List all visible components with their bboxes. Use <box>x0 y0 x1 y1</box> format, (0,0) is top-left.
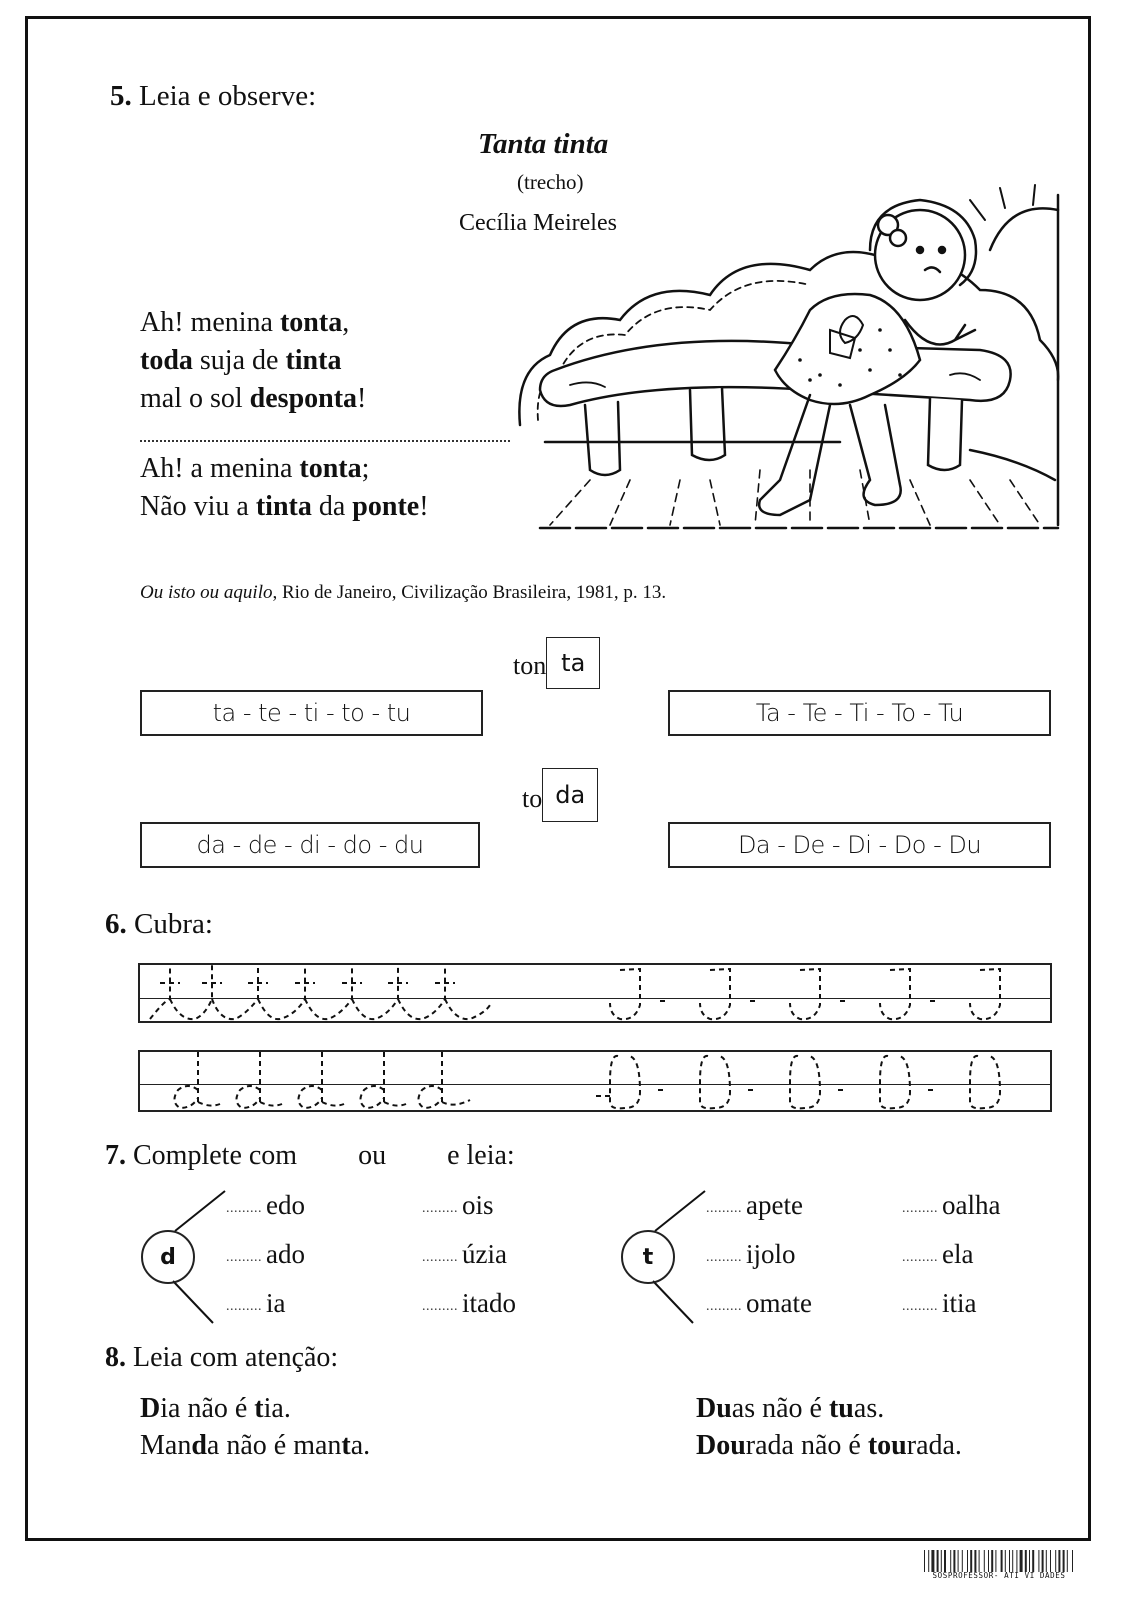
bold-fragment: ponte <box>352 491 420 522</box>
blank-dots[interactable]: ......... <box>422 1299 458 1314</box>
barcode-bar <box>924 1550 925 1572</box>
barcode-bar <box>1055 1550 1056 1572</box>
word-tonta-boxed-syllable: ta <box>546 637 600 689</box>
blank-dots[interactable]: ......... <box>226 1299 262 1314</box>
group-d-letter-circle: d <box>141 1230 195 1284</box>
poem-author: Cecília Meireles <box>459 210 617 236</box>
barcode-bar <box>928 1550 929 1572</box>
barcode-bar <box>1001 1550 1003 1572</box>
text-fragment: a. <box>350 1430 371 1461</box>
barcode-bar <box>1038 1550 1039 1572</box>
word-tonta <box>513 637 600 689</box>
text-fragment: Ah! a menina <box>140 453 300 484</box>
word-ending: ijolo <box>746 1239 796 1269</box>
fill-blank-item[interactable] <box>902 1239 973 1270</box>
barcode-bar <box>1046 1550 1047 1572</box>
fill-blank-item[interactable] <box>706 1190 803 1221</box>
text-fragment: Não viu a <box>140 491 256 522</box>
word-ending: ia <box>266 1288 286 1318</box>
barcode-bar <box>1067 1550 1068 1572</box>
source-details: , Rio de Janeiro, Civilização Brasileira, 1981, p. 13. <box>272 582 667 603</box>
blank-dots[interactable]: ......... <box>902 1250 938 1265</box>
source-book-title: Ou isto ou aquilo <box>140 582 273 603</box>
poem-line <box>140 380 366 418</box>
syllables-ta-upper: Ta - Te - Ti - To - Tu <box>668 690 1051 736</box>
barcode-bar <box>1072 1550 1073 1572</box>
blank-dots[interactable]: ......... <box>706 1250 742 1265</box>
read-sentence <box>696 1390 962 1427</box>
fill-blank-item[interactable] <box>706 1288 812 1319</box>
text-fragment: rada não é <box>745 1430 868 1461</box>
bold-fragment: tinta <box>255 491 312 522</box>
barcode-bar <box>1016 1550 1017 1572</box>
word-ending: oalha <box>942 1190 1001 1220</box>
fill-blank-item[interactable] <box>226 1239 305 1270</box>
section8-heading-text: Leia com atenção: <box>133 1342 339 1373</box>
barcode-bar <box>1005 1550 1006 1572</box>
barcode-bar <box>1042 1550 1044 1572</box>
section7-heading-c: e leia: <box>447 1140 515 1171</box>
barcode-bar <box>1050 1550 1051 1572</box>
word-ending: úzia <box>462 1239 507 1269</box>
fill-blank-item[interactable] <box>706 1239 796 1270</box>
barcode-bar <box>937 1550 939 1572</box>
poem-line <box>140 488 429 526</box>
blank-dots[interactable]: ......... <box>422 1201 458 1216</box>
word-toda-boxed-syllable: da <box>542 768 598 822</box>
text-fragment: a não é man <box>206 1430 342 1461</box>
text-fragment: ia não é <box>160 1393 255 1424</box>
poem-title: Tanta tinta <box>478 128 609 160</box>
section8-heading <box>105 1342 338 1374</box>
poem-line <box>140 450 429 488</box>
barcode-bar <box>950 1550 951 1572</box>
barcode-bar <box>1012 1550 1013 1572</box>
barcode-bar <box>967 1550 968 1572</box>
poem-line <box>140 342 366 380</box>
word-ending: itado <box>462 1288 516 1318</box>
word-ending: edo <box>266 1190 305 1220</box>
tracing-d-cursive[interactable] <box>140 1050 1050 1112</box>
text-fragment: ! <box>357 383 367 414</box>
read-sentence <box>140 1390 370 1427</box>
blank-dots[interactable]: ......... <box>226 1250 262 1265</box>
barcode-bar <box>979 1550 980 1572</box>
barcode-bar <box>944 1550 946 1572</box>
bold-fragment: desponta <box>249 383 358 414</box>
text-fragment: suja de <box>192 345 286 376</box>
poem-line <box>140 304 366 342</box>
word-toda-prefix: to <box>522 784 543 813</box>
group-t-letter-circle: t <box>621 1230 675 1284</box>
fill-blank-item[interactable] <box>422 1288 516 1319</box>
tracing-d-guides <box>140 1052 1046 1110</box>
syllables-da-lower: da - de - di - do - du <box>140 822 480 868</box>
bold-fragment: Dou <box>696 1430 746 1461</box>
poem-ellipsis-line <box>140 440 510 442</box>
syllables-ta-lower: ta - te - ti - to - tu <box>140 690 483 736</box>
bold-fragment: tou <box>867 1430 907 1461</box>
blank-dots[interactable]: ......... <box>226 1201 262 1216</box>
read-sentence <box>696 1427 962 1464</box>
bold-fragment: toda <box>140 345 193 376</box>
barcode-bar <box>1032 1550 1034 1572</box>
bold-fragment: tu <box>828 1393 854 1424</box>
barcode-bar <box>958 1550 959 1572</box>
bold-fragment: t <box>341 1430 351 1461</box>
fill-blank-item[interactable] <box>902 1288 977 1319</box>
tracing-t-cursive[interactable] <box>140 963 1050 1023</box>
word-ending: ela <box>942 1239 974 1269</box>
section6-number: 6. <box>105 908 127 940</box>
barcode-bar <box>1058 1550 1060 1572</box>
girl-on-bench-illustration <box>510 180 1062 532</box>
barcode-icon <box>924 1550 1074 1572</box>
poem-source <box>140 582 666 604</box>
word-ending: omate <box>746 1288 812 1318</box>
blank-dots[interactable]: ......... <box>902 1299 938 1314</box>
barcode-bar <box>1063 1550 1065 1572</box>
poem-subtitle: (trecho) <box>517 170 584 194</box>
barcode-label: SOSPROFESSOR- ATI VI DADES <box>932 1571 1066 1580</box>
word-ending: ado <box>266 1239 305 1269</box>
text-fragment: as não é <box>731 1393 829 1424</box>
fill-blank-item[interactable] <box>902 1190 1000 1221</box>
fill-blank-item[interactable] <box>226 1288 286 1319</box>
section5-heading-text: Leia e observe: <box>139 80 317 112</box>
tracing-t-guides <box>140 965 1046 1021</box>
text-fragment: ! <box>419 491 429 522</box>
syllables-da-upper: Da - De - Di - Do - Du <box>668 822 1051 868</box>
blank-dots[interactable]: ......... <box>902 1201 938 1216</box>
word-tonta-prefix: ton <box>513 651 547 680</box>
text-fragment: ia. <box>263 1393 291 1424</box>
barcode-bar <box>974 1550 976 1572</box>
read-sentences-left <box>140 1390 370 1464</box>
section8-number: 8. <box>105 1342 126 1373</box>
text-fragment: as. <box>853 1393 885 1424</box>
barcode-bar <box>941 1550 942 1572</box>
section5-number: 5. <box>110 80 132 112</box>
bold-fragment: D <box>140 1393 161 1424</box>
read-sentences-right <box>696 1390 962 1464</box>
barcode-bar <box>1009 1550 1010 1572</box>
fill-blank-item[interactable] <box>422 1239 507 1270</box>
text-fragment: , <box>342 307 350 338</box>
barcode-bar <box>1025 1550 1027 1572</box>
section7-number: 7. <box>105 1140 126 1171</box>
section7-heading <box>105 1140 515 1172</box>
barcode-bar <box>970 1550 972 1572</box>
blank-dots[interactable]: ......... <box>706 1299 742 1314</box>
bold-fragment: tonta <box>279 307 343 338</box>
bold-fragment: tinta <box>285 345 342 376</box>
fill-blank-item[interactable] <box>422 1190 494 1221</box>
barcode-bar <box>995 1550 996 1572</box>
fill-blank-item[interactable] <box>226 1190 305 1221</box>
text-fragment: rada. <box>906 1430 962 1461</box>
barcode-bar <box>953 1550 955 1572</box>
barcode-bar <box>1029 1550 1030 1572</box>
text-fragment: Ah! menina <box>140 307 280 338</box>
word-ending: ois <box>462 1190 494 1220</box>
word-ending: itia <box>942 1288 977 1318</box>
section6-heading <box>105 908 213 941</box>
section7-heading-b: ou <box>358 1140 387 1171</box>
barcode-bar <box>988 1550 989 1572</box>
bold-fragment: tonta <box>299 453 362 484</box>
blank-dots[interactable]: ......... <box>422 1250 458 1265</box>
text-fragment: Man <box>140 1430 192 1461</box>
barcode-bar <box>984 1550 985 1572</box>
poem-stanza-2 <box>140 450 429 526</box>
word-ending: apete <box>746 1190 803 1220</box>
text-fragment: mal o sol <box>140 383 250 414</box>
barcode-bar <box>962 1550 963 1572</box>
blank-dots[interactable]: ......... <box>706 1201 742 1216</box>
bold-fragment: d <box>191 1430 207 1461</box>
section6-heading-text: Cubra: <box>134 908 213 940</box>
barcode-bar <box>991 1550 993 1572</box>
text-fragment: da <box>311 491 353 522</box>
barcode-bar <box>931 1550 934 1572</box>
bold-fragment: Du <box>696 1393 732 1424</box>
text-fragment: ; <box>361 453 370 484</box>
word-toda <box>522 768 598 822</box>
section5-heading <box>110 80 316 113</box>
poem-stanza-1 <box>140 304 366 418</box>
barcode-bar <box>1020 1550 1023 1572</box>
read-sentence <box>140 1427 370 1464</box>
bold-fragment: t <box>254 1393 264 1424</box>
section7-heading-a: Complete com <box>133 1140 298 1171</box>
